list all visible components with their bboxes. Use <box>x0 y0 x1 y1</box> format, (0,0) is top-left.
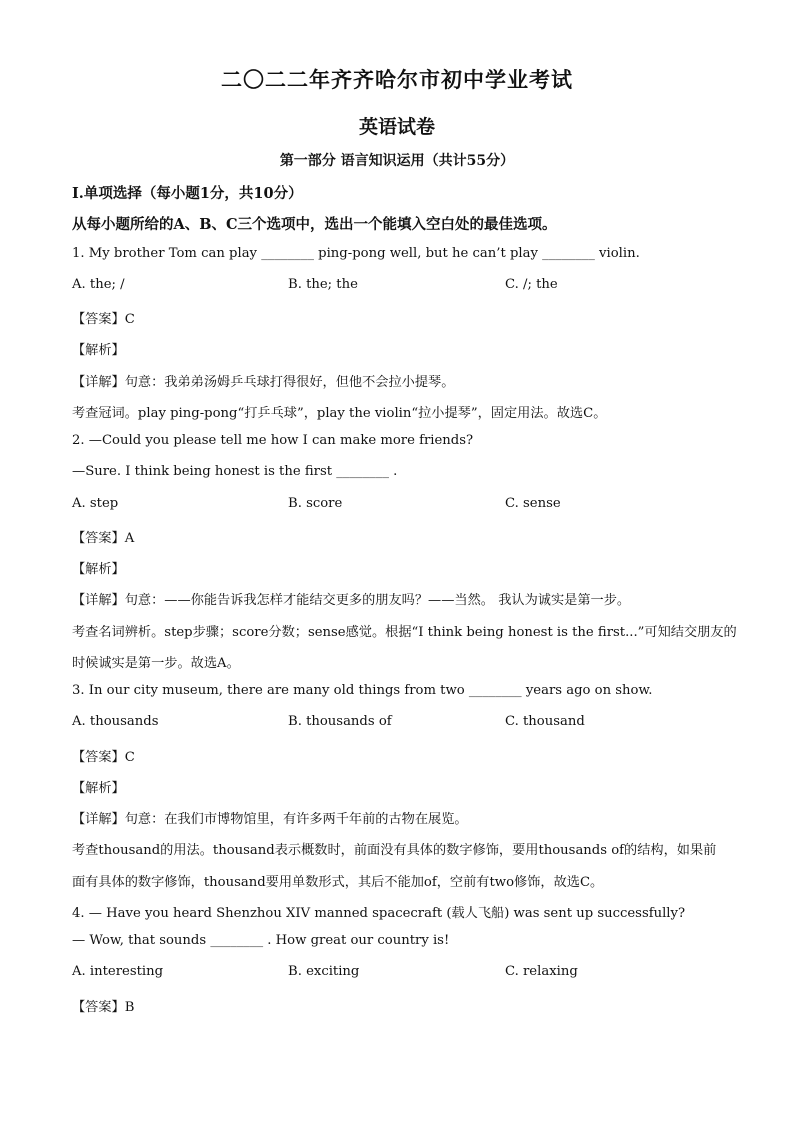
question-3-option-b: B. thousands of <box>288 714 392 729</box>
question-3-answer: 【答案】C <box>72 750 135 765</box>
question-3-option-a: A. thousands <box>72 714 159 729</box>
question-2-option-c: C. sense <box>505 496 561 511</box>
question-1-stem: 1. My brother Tom can play ________ ping-pong well, but he can’t play ________ violin. <box>72 246 640 261</box>
question-2-detail-2: 考查名词辨析。step步骤；score分数；sense感觉。根据“I think being honest is the first...”可知结交朋友的 <box>72 625 737 640</box>
question-4-stem-2: — Wow, that sounds ________ . How great our country is! <box>72 933 450 948</box>
question-2-option-a: A. step <box>72 496 119 511</box>
question-1-option-a: A. the; / <box>72 277 125 292</box>
section-instruction: 从每小题所给的A、B、C三个选项中，选出一个能填入空白处的最佳选项。 <box>72 216 557 233</box>
exam-subtitle: 英语试卷 <box>358 116 435 138</box>
question-2-option-b: B. score <box>288 496 343 511</box>
question-4-stem-1: 4. — Have you heard Shenzhou XIV manned spacecraft (载人飞船) was sent up successfully? <box>72 906 686 921</box>
question-2-detail-3: 时候诚实是第一步。故选A。 <box>72 656 240 671</box>
question-3-detail-1: 【详解】句意：在我们市博物馆里，有许多两千年前的古物在展览。 <box>72 812 468 827</box>
question-2-stem-1: 2. —Could you please tell me how I can make more friends? <box>72 433 474 448</box>
question-3-analysis-label: 【解析】 <box>72 781 125 796</box>
part-heading: 第一部分 语言知识运用（共计55分） <box>279 153 515 169</box>
question-2-stem-2: —Sure. I think being honest is the first ________ . <box>72 464 398 479</box>
question-1-detail-2: 考查冠词。play ping-pong“打乒乓球”，play the violin“拉小提琴”，固定用法。故选C。 <box>72 406 607 421</box>
question-4-option-a: A. interesting <box>72 964 164 979</box>
question-3-option-c: C. thousand <box>505 714 585 729</box>
question-2-answer: 【答案】A <box>72 531 135 546</box>
question-1-analysis-label: 【解析】 <box>72 343 125 358</box>
question-4-option-b: B. exciting <box>288 964 360 979</box>
question-1-option-b: B. the; the <box>288 277 358 292</box>
question-3-stem: 3. In our city museum, there are many old things from two ________ years ago on show. <box>72 683 653 698</box>
question-2-analysis-label: 【解析】 <box>72 562 125 577</box>
section-heading: Ⅰ.单项选择（每小题1分，共10分） <box>72 185 303 202</box>
question-4-option-c: C. relaxing <box>505 964 578 979</box>
question-1-detail-1: 【详解】句意：我弟弟汤姆乒乓球打得很好，但他不会拉小提琴。 <box>72 375 455 390</box>
question-3-detail-2: 考查thousand的用法。thousand表示概数时，前面没有具体的数字修饰，要用thousands of的结构，如果前 <box>72 843 717 858</box>
question-4-answer: 【答案】B <box>72 1000 135 1015</box>
question-1-option-c: C. /; the <box>505 277 558 292</box>
question-2-detail-1: 【详解】句意：——你能告诉我怎样才能结交更多的朋友吗？——当然。 我认为诚实是第一步。 <box>72 593 631 608</box>
exam-title: 二〇二二年齐齐哈尔市初中学业考试 <box>221 67 573 92</box>
question-3-detail-3: 面有具体的数字修饰，thousand要用单数形式，其后不能加of，空前有two修饰，故选C。 <box>72 875 604 890</box>
question-1-answer: 【答案】C <box>72 312 135 327</box>
